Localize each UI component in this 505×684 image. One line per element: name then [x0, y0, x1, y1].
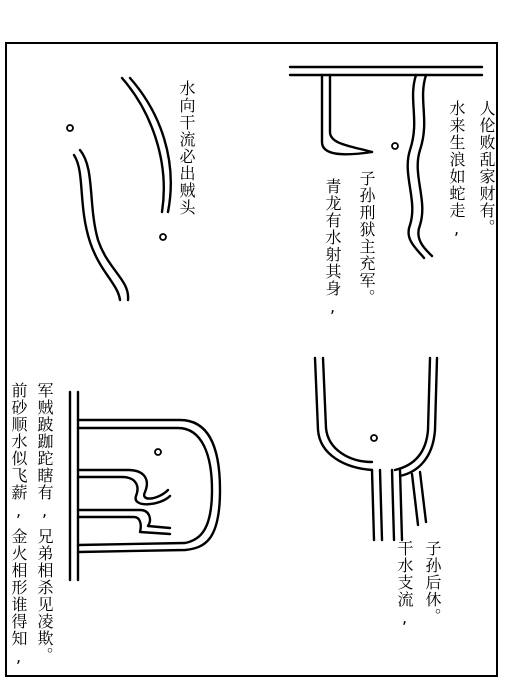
panel-1-caption-col1: 人伦败乱家财有。 — [477, 100, 496, 236]
fork-water-diagram — [70, 392, 220, 580]
point-marker — [160, 234, 166, 240]
point-marker — [67, 125, 73, 131]
branch-water-diagram — [315, 358, 437, 540]
panel-5-caption-col2: 干水支流, — [395, 540, 414, 628]
point-marker — [371, 435, 377, 441]
panel-1-caption-col2: 水来生浪如蛇走, — [447, 100, 466, 239]
panel-2-caption-col2: 青龙有水射其身, — [323, 178, 342, 317]
point-marker — [155, 449, 161, 455]
panel-4-caption-col4: 金火相形谁得知, — [9, 528, 28, 667]
panel-3-caption: 水向干流必出贼头 — [177, 80, 196, 216]
panel-2-caption-col1: 子孙刑狱主充军。 — [357, 170, 376, 306]
panel-4-caption-col2: 前砂顺水似飞薪, — [9, 382, 28, 521]
panel-4-caption-col3: 兄弟相杀见凌欺。 — [35, 528, 54, 664]
water-toward-trunk-diagram — [67, 78, 171, 300]
point-marker — [392, 143, 398, 149]
panel-4-caption-col1: 军贼跛跏跎瞎有, — [35, 382, 54, 521]
panel-5-caption-col1: 子孙后休。 — [423, 540, 442, 625]
